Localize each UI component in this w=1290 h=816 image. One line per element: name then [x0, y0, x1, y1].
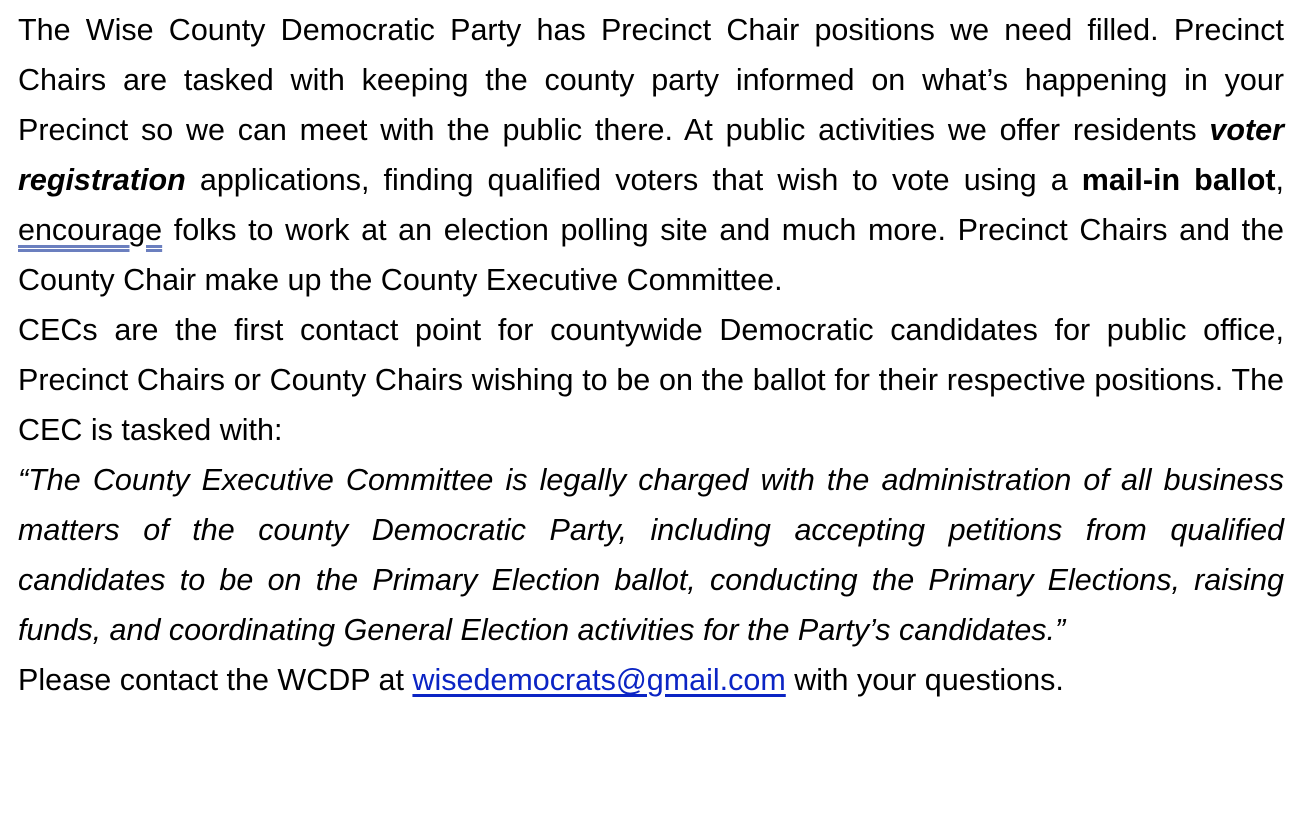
email-link[interactable]: wisedemocrats@gmail.com	[412, 663, 786, 697]
contact-line	[18, 655, 1284, 705]
cec-quote-text: “The County Executive Committee is legally charged with the administration of all business matters of the county Democratic Party, including accepting petitions from qualified candidates to be on the Primary Election ballot, conducting the Primary Elections, raising funds, and coordinating General Election activities for the Party’s candidates.”	[18, 463, 1284, 647]
document-body	[18, 5, 1284, 705]
grammar-flagged-word[interactable]: encourage	[18, 213, 163, 247]
intro-text-1: The Wise County Democratic Party has Precinct Chair positions we need filled. Precinct Chairs are tasked with keeping the county party informed on what’s happening in your Precinct so we can meet with the public there. At public activities we offer residents	[18, 13, 1284, 147]
mail-in-ballot-emphasis: mail-in ballot	[1081, 163, 1276, 197]
cec-paragraph	[18, 305, 1284, 455]
cec-quote	[18, 455, 1284, 655]
intro-text-2: applications, finding qualified voters that wish to vote using a	[185, 163, 1082, 197]
cec-text: CECs are the first contact point for countywide Democratic candidates for public office, Precinct Chairs or County Chairs wishing to be on the ballot for their respective positions. The CEC is tasked with:	[18, 313, 1284, 447]
voter-registration-emphasis: voter registration	[18, 113, 1284, 197]
contact-suffix: with your questions.	[785, 663, 1064, 697]
intro-text-3: ,	[1275, 163, 1284, 197]
intro-paragraph	[18, 5, 1284, 305]
intro-text-4: folks to work at an election polling site and much more. Precinct Chairs and the County Chair make up the County Executive Committee.	[18, 213, 1284, 297]
contact-prefix: Please contact the WCDP at	[18, 663, 413, 697]
